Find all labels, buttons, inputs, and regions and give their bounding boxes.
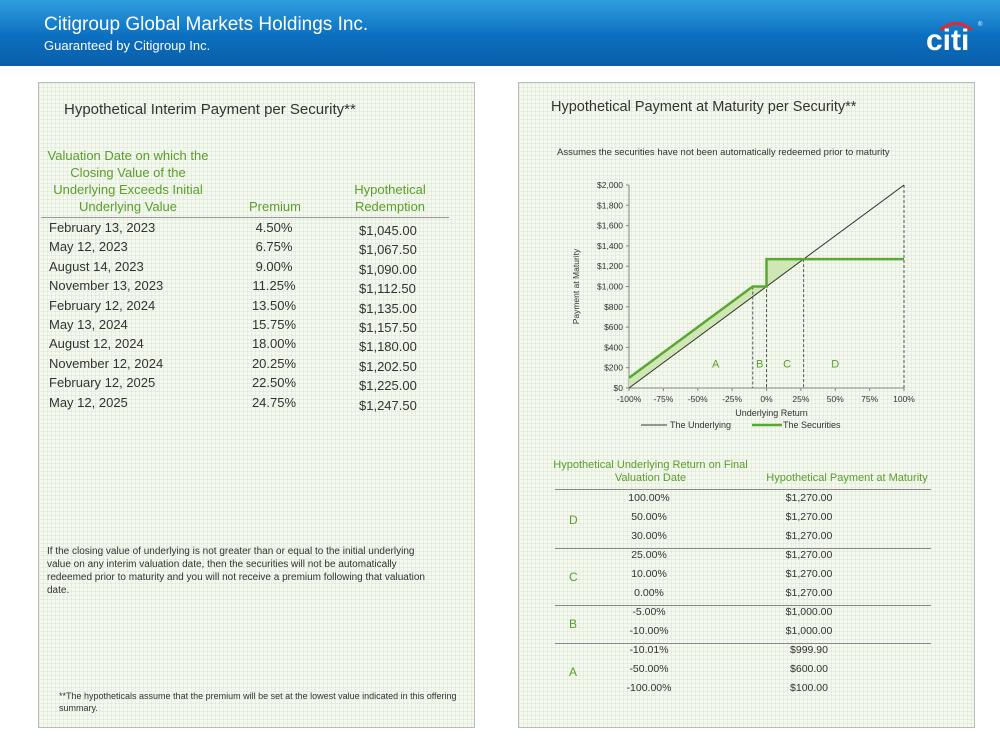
maturity-return-cell: -50.00% <box>629 663 669 675</box>
y-tick-label: $1,800 <box>597 200 623 211</box>
row-premium: 4.50% <box>255 220 293 235</box>
header-subtitle: Guaranteed by Citigroup Inc. <box>44 38 211 53</box>
col-header-redemption: Hypothetical Redemption <box>354 182 426 214</box>
row-redemption: $1,112.50 <box>359 281 416 297</box>
x-tick-label: 75% <box>861 394 879 404</box>
maturity-payment-cell: $1,000.00 <box>785 606 833 618</box>
row-redemption: $1,045.00 <box>359 223 417 238</box>
table-row <box>39 375 476 394</box>
x-tick-label: 25% <box>792 394 810 404</box>
x-tick-label: 50% <box>826 394 844 404</box>
maturity-payment-cell: $1,270.00 <box>785 530 833 542</box>
legend-underlying-label: The Underlying <box>670 420 732 430</box>
row-date: August 14, 2023 <box>49 258 144 274</box>
maturity-payment-cell: $1,270.00 <box>785 587 833 599</box>
maturity-payment-cell: $999.90 <box>790 644 828 656</box>
row-premium: 6.75% <box>255 239 293 255</box>
x-tick-label: 0% <box>760 394 773 404</box>
table-row <box>39 298 476 317</box>
left-panel-title: Hypothetical Interim Payment per Security** <box>64 101 356 118</box>
rt-header-divider <box>555 489 931 490</box>
y-axis-label: Payment at Maturity <box>571 248 581 325</box>
maturity-return-cell: 100.00% <box>628 492 670 504</box>
y-tick-label: $1,200 <box>597 261 623 272</box>
y-tick-label: $1,000 <box>597 281 623 292</box>
row-redemption: $1,090.00 <box>359 261 417 277</box>
y-tick-label: $1,600 <box>597 220 623 231</box>
row-date: February 12, 2024 <box>49 297 156 313</box>
maturity-payment-panel <box>518 82 975 728</box>
interim-note: If the closing value of underlying is not greater than or equal to the initial underlying value on any interim valuation date, then the securities will not be automatically redeemed prior to maturity and you will not receive a premium following that valuation date. <box>47 546 425 596</box>
maturity-payment-cell: $600.00 <box>790 663 828 675</box>
row-date: May 12, 2023 <box>49 239 128 255</box>
y-tick-label: $800 <box>604 301 623 312</box>
x-tick-label: -75% <box>653 394 674 404</box>
row-date: February 13, 2023 <box>49 220 156 235</box>
x-tick-label: -50% <box>687 394 708 404</box>
maturity-return-cell: -5.00% <box>632 606 666 618</box>
row-premium: 9.00% <box>255 258 293 274</box>
footnote: **The hypotheticals assume that the premium will be set at the lowest value indicated in this offering summary. <box>59 691 457 713</box>
table-row <box>39 336 476 355</box>
maturity-return-cell: -10.00% <box>629 625 669 637</box>
row-date: November 13, 2023 <box>49 278 164 294</box>
row-premium: 24.75% <box>251 394 297 410</box>
row-date: May 12, 2025 <box>49 394 128 410</box>
table-row <box>39 317 476 336</box>
logo-text: citi <box>926 24 970 54</box>
table-row <box>39 259 476 278</box>
y-tick-label: $600 <box>604 322 623 333</box>
row-date: May 13, 2024 <box>49 317 128 332</box>
x-tick-label: 100% <box>893 394 915 404</box>
region-label: D <box>831 358 840 371</box>
row-redemption: $1,180.00 <box>359 339 417 355</box>
row-redemption: $1,157.50 <box>359 320 417 335</box>
table-row <box>39 239 476 258</box>
col-header-date: Valuation Date on which the Closing Value of the Underlying Exceeds Initial Underlying Value <box>47 148 209 214</box>
y-tick-label: $400 <box>604 342 623 353</box>
y-tick-label: $1,400 <box>597 240 623 251</box>
maturity-return-cell: -10.01% <box>629 644 669 656</box>
row-redemption: $1,202.50 <box>359 358 417 374</box>
row-redemption: $1,225.00 <box>359 378 417 394</box>
row-redemption: $1,247.50 <box>359 397 417 413</box>
table-row <box>39 395 476 414</box>
y-tick-label: $0 <box>613 383 623 393</box>
maturity-payment-cell: $1,270.00 <box>785 549 833 561</box>
row-premium: 13.50% <box>251 297 297 313</box>
region-label: B <box>755 358 764 371</box>
region-label: C <box>783 358 792 371</box>
region-group-label: A <box>569 664 578 679</box>
row-premium: 18.00% <box>251 336 297 352</box>
citi-logo <box>920 14 984 54</box>
right-panel-title: Hypothetical Payment at Maturity per Security** <box>551 99 857 115</box>
x-axis-label: Underlying Return <box>735 408 808 418</box>
header-title: Citigroup Global Markets Holdings Inc. <box>44 14 369 35</box>
page-header <box>0 0 1000 66</box>
table-row <box>39 356 476 375</box>
col-header-premium: Premium <box>248 199 301 214</box>
rt-header-return: Hypothetical Underlying Return on Final Valuation Date <box>553 459 748 484</box>
row-premium: 11.25% <box>252 278 296 294</box>
maturity-payment-cell: $100.00 <box>790 682 828 694</box>
table-row <box>39 278 476 297</box>
table-row <box>39 220 476 239</box>
maturity-payment-cell: $1,270.00 <box>785 568 833 580</box>
maturity-return-cell: 25.00% <box>631 549 667 561</box>
chart-subtitle: Assumes the securities have not been automatically redeemed prior to maturity <box>557 147 890 158</box>
row-date: February 12, 2025 <box>49 375 156 391</box>
row-date: November 12, 2024 <box>49 355 164 371</box>
x-tick-label: -100% <box>616 394 642 404</box>
region-group-label: B <box>569 617 578 631</box>
maturity-return-cell: -100.00% <box>626 682 672 694</box>
legend-securities-label: The Securities <box>783 420 841 430</box>
svg-text:®: ® <box>978 22 983 28</box>
maturity-payment-cell: $1,270.00 <box>785 492 833 504</box>
region-group-label: C <box>569 569 578 584</box>
row-premium: 15.75% <box>251 317 297 332</box>
rt-header-payment: Hypothetical Payment at Maturity <box>766 472 928 484</box>
row-redemption: $1,067.50 <box>359 242 417 258</box>
maturity-payment-cell: $1,000.00 <box>785 625 833 637</box>
maturity-return-cell: 0.00% <box>634 587 664 599</box>
row-redemption: $1,135.00 <box>359 300 417 316</box>
maturity-payment-cell: $1,270.00 <box>785 511 833 523</box>
x-tick-label: -25% <box>722 394 743 404</box>
y-tick-label: $200 <box>604 362 623 373</box>
region-group-label: D <box>569 512 578 527</box>
row-date: August 12, 2024 <box>49 336 144 352</box>
y-tick-label: $2,000 <box>597 180 623 190</box>
row-premium: 20.25% <box>251 355 297 371</box>
header-divider <box>41 217 449 218</box>
row-premium: 22.50% <box>251 375 297 391</box>
maturity-return-cell: 30.00% <box>631 530 667 542</box>
maturity-payoff-chart <box>519 163 976 433</box>
maturity-return-cell: 50.00% <box>631 511 667 523</box>
interim-payment-panel <box>38 82 475 728</box>
region-label: A <box>711 358 720 371</box>
maturity-return-cell: 10.00% <box>631 568 667 580</box>
